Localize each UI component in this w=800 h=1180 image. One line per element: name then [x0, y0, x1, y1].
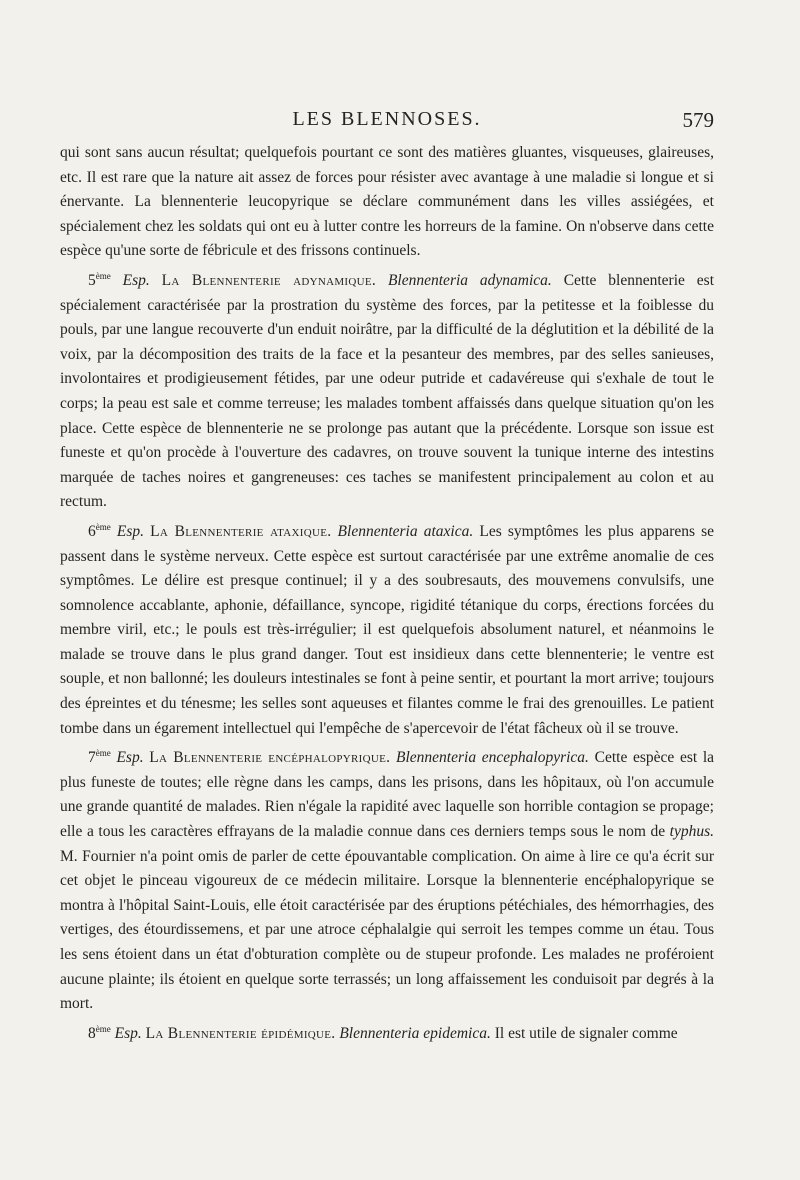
species-number: 6 — [88, 522, 96, 540]
typhus-term: typhus. — [669, 823, 715, 841]
section-text-continued: M. Fournier n'a point omis de parler de cette épouvantable complication. On aime à lire ce qu'a écrit sur cet objet le pinceau vigoureux de ce médecin militaire. Lorsque la blennenterie encéphalopyrique se montra à l'hôpital Saint-Louis, elle étoit caractérisée par des éruptions pétéchiales, des hémorrhagies, des vertiges, des étourdissemens, et par une atroce céphalalgie qui serroit les tempes comme un étau. Tous les sens étoient dans un état d'obturation complète ou de stupeur profonde. Les malades ne proféroient aucune plainte; ils étoient en quelque sorte terrassés; un long affaissement les conduisoit par degrés à la mort. — [60, 847, 714, 1013]
continuation-paragraph: qui sont sans aucun résultat; quelquefois pourtant ce sont des matières gluantes, visqueuses, glaireuses, etc. Il est rare que la nature ait assez de forces pour résister avec avantage à une maladie si longue et si énervante. La blennenterie leucopyrique se déclare communément dans les villes assiégées, et spécialement chez les soldats qui ont eu à lutter contre les horreurs de la famine. On n'observe dans cette espèce qu'une sorte de fébricule et des frissons continuels. — [60, 144, 714, 260]
section-paragraph-6 — [60, 515, 714, 741]
ordinal-suffix: ème — [95, 748, 111, 759]
ordinal-suffix: ème — [95, 1023, 111, 1034]
section-paragraph-5 — [60, 264, 714, 515]
species-number: 7 — [88, 749, 96, 767]
species-number: 8 — [88, 1024, 96, 1042]
body-text — [60, 141, 714, 1046]
latin-name: Blennenteria encephalopyrica. — [396, 749, 589, 767]
page-header — [60, 108, 714, 134]
latin-name: Blennenteria adynamica. — [387, 271, 552, 289]
section-text: Il est utile de signaler comme — [494, 1024, 678, 1042]
section-text: Cette blennenterie est spécialement caractérisée par la prostration du système des forces, par la petitesse et la foiblesse du pouls, par une langue recouverte d'un enduit noirâtre, par la difficulté de la déglutition et la débilité de la voix, par la décomposition des traits de la face et la pesanteur des membres, par des selles sanieuses, involontaires et prodigieusement fétides, par une odeur putride et cadavéreuse qui s'exhale de tout le corps; la peau est sale et comme terreuse; les malades tombent affaissés dans quelque situation qu'on les place. Cette espèce de blennenterie ne se prolonge pas autant que la précédente. Lorsque son issue est funeste et qu'on procède à l'ouverture des cadavres, on trouve souvent la tunique interne des intestins marquée de taches noires et gangreneuses: ces taches se manifestent principalement au colon et au rectum. — [60, 271, 715, 511]
species-abbrev: Esp. — [116, 749, 144, 767]
page-number: 579 — [682, 108, 714, 132]
section-paragraph-8 — [60, 1017, 714, 1047]
ordinal-suffix: ème — [95, 270, 111, 281]
species-number: 5 — [88, 271, 96, 289]
running-title: LES BLENNOSES. — [292, 108, 482, 130]
species-title: La Blennenterie adynamique. — [161, 271, 377, 289]
species-title: La Blennenterie ataxique. — [150, 522, 332, 540]
latin-name: Blennenteria epidemica. — [339, 1024, 491, 1042]
section-text: Les symptômes les plus apparens se passent dans le système nerveux. Cette espèce est surtout caractérisée par une extrême anomalie de ces symptômes. Le délire est presque continuel; il y a des soubresauts, des mouvemens convulsifs, une somnolence accablante, aphonie, défaillance, syncope, rigidité tétanique du corps, érections forcées du membre viril, etc.; le pouls est très-irrégulier; il est quelquefois absolument naturel, et néanmoins le malade se trouve dans le plus grand danger. Tout est insidieux dans cette blennenterie; le ventre est souple, et non ballonné; les douleurs intestinales se font à peine sentir, et pourtant la mort arrive; toujours des épreintes et du ténesme; les selles sont aqueuses et filantes comme le frai des grenouilles. Le patient tombe dans un égarement intellectuel qui l'empêche de s'apercevoir de l'état fâcheux où il se trouve. — [60, 522, 715, 737]
species-abbrev: Esp. — [114, 1024, 142, 1042]
section-paragraph-7 — [60, 741, 714, 1017]
section-text: Cette espèce est la plus funeste de toutes; elle règne dans les camps, dans les prisons, dans les hôpitaux, où l'on accumule une grande quantité de malades. Rien n'égale la rapidité avec laquelle son horrible contagion se propage; elle a tous les caractères effrayans de la maladie connue dans ces derniers temps sous le nom de — [60, 749, 715, 841]
ordinal-suffix: ème — [95, 521, 111, 532]
species-abbrev: Esp. — [116, 522, 145, 540]
species-title: La Blennenterie épidémique. — [145, 1024, 336, 1042]
species-abbrev: Esp. — [122, 271, 150, 289]
species-title: La Blennenterie encéphalopyrique. — [149, 749, 391, 767]
latin-name: Blennenteria ataxica. — [337, 522, 474, 540]
